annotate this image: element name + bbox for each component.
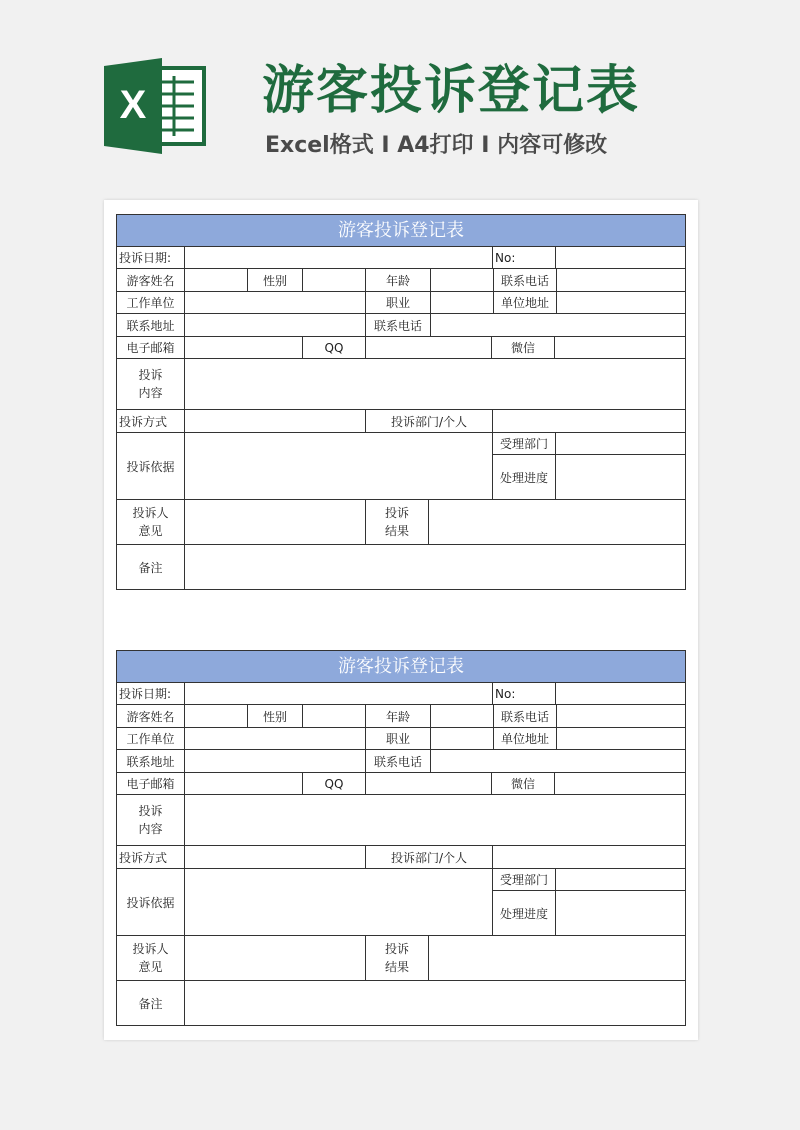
header [0,0,800,200]
job-field[interactable] [431,728,494,749]
age-field[interactable] [431,705,494,727]
form-row-address [117,314,685,337]
date-field[interactable] [185,247,493,268]
phone-label: 联系电话 [494,705,557,727]
date-label: 投诉日期: [117,683,185,704]
wechat-field[interactable] [555,337,682,358]
form-row-name [117,269,685,292]
age-label: 年龄 [366,705,431,727]
progress-label: 处理进度 [493,455,556,499]
gender-field[interactable] [303,269,366,291]
page-title: 游客投诉登记表 [262,61,641,121]
no-label: No: [493,683,556,704]
age-field[interactable] [431,269,494,291]
note-label: 备注 [117,981,185,1025]
email-field[interactable] [185,773,303,794]
opinion-label: 投诉人 意见 [117,936,185,980]
accept-field[interactable] [556,869,683,890]
form-row-address [117,750,685,773]
date-field[interactable] [185,683,493,704]
method-label: 投诉方式 [117,410,185,432]
name-field[interactable] [185,269,248,291]
form-row-content [117,359,685,410]
work-addr-field[interactable] [557,292,684,313]
result-label: 投诉 结果 [366,936,429,980]
method-field[interactable] [185,846,366,868]
work-addr-field[interactable] [557,728,684,749]
address-field[interactable] [185,750,366,772]
basis-field[interactable] [185,433,493,499]
form-row-method [117,846,685,869]
phone-field[interactable] [557,269,684,291]
work-addr-label: 单位地址 [494,292,557,313]
no-field[interactable] [556,247,683,268]
no-label: No: [493,247,556,268]
accept-label: 受理部门 [493,869,556,890]
name-label: 游客姓名 [117,269,185,291]
content-label: 投诉 内容 [117,359,185,409]
no-field[interactable] [556,683,683,704]
age-label: 年龄 [366,269,431,291]
basis-field[interactable] [185,869,493,935]
qq-label: QQ [303,773,366,794]
form-row-date [117,683,685,705]
gender-label: 性别 [248,269,303,291]
excel-icon [104,58,208,154]
form-row-name [117,705,685,728]
method-label: 投诉方式 [117,846,185,868]
method-field[interactable] [185,410,366,432]
email-label: 电子邮箱 [117,773,185,794]
phone-field[interactable] [557,705,684,727]
form-row-work [117,728,685,750]
progress-field[interactable] [556,891,683,935]
gender-label: 性别 [248,705,303,727]
qq-label: QQ [303,337,366,358]
form-title: 游客投诉登记表 [117,651,685,683]
content-label: 投诉 内容 [117,795,185,845]
qq-field[interactable] [366,773,492,794]
form-row-opinion [117,500,685,545]
page-subtitle: Excel格式 I A4打印 I 内容可修改 [265,133,608,158]
result-field[interactable] [429,936,683,980]
form-row-note [117,981,685,1025]
form-row-content [117,795,685,846]
job-field[interactable] [431,292,494,313]
basis-label: 投诉依据 [117,869,185,935]
work-label: 工作单位 [117,292,185,313]
accept-label: 受理部门 [493,433,556,454]
work-addr-label: 单位地址 [494,728,557,749]
wechat-label: 微信 [492,773,555,794]
content-field[interactable] [185,795,685,845]
complaint-form-2 [116,650,686,1026]
form-row-date [117,247,685,269]
form-row-opinion [117,936,685,981]
note-field[interactable] [185,981,685,1025]
work-field[interactable] [185,728,366,749]
wechat-label: 微信 [492,337,555,358]
job-label: 职业 [366,292,431,313]
form-row-email [117,337,685,359]
dept-field[interactable] [493,410,684,432]
work-label: 工作单位 [117,728,185,749]
phone-label: 联系电话 [494,269,557,291]
note-field[interactable] [185,545,685,589]
progress-field[interactable] [556,455,683,499]
accept-field[interactable] [556,433,683,454]
gender-field[interactable] [303,705,366,727]
dept-label: 投诉部门/个人 [366,410,493,432]
content-field[interactable] [185,359,685,409]
job-label: 职业 [366,728,431,749]
opinion-label: 投诉人 意见 [117,500,185,544]
address-label: 联系地址 [117,314,185,336]
opinion-field[interactable] [185,500,366,544]
phone2-label: 联系电话 [366,750,431,772]
dept-field[interactable] [493,846,684,868]
basis-label: 投诉依据 [117,433,185,499]
work-field[interactable] [185,292,366,313]
phone2-label: 联系电话 [366,314,431,336]
wechat-field[interactable] [555,773,682,794]
note-label: 备注 [117,545,185,589]
form-row-basis [117,869,685,936]
email-label: 电子邮箱 [117,337,185,358]
address-field[interactable] [185,314,366,336]
form-row-basis [117,433,685,500]
name-label: 游客姓名 [117,705,185,727]
result-field[interactable] [429,500,683,544]
form-title: 游客投诉登记表 [117,215,685,247]
form-row-note [117,545,685,589]
email-field[interactable] [185,337,303,358]
qq-field[interactable] [366,337,492,358]
form-row-method [117,410,685,433]
complaint-form-1 [116,214,686,590]
paper-sheet [104,200,698,1040]
opinion-field[interactable] [185,936,366,980]
date-label: 投诉日期: [117,247,185,268]
address-label: 联系地址 [117,750,185,772]
dept-label: 投诉部门/个人 [366,846,493,868]
phone2-field[interactable] [431,750,685,772]
name-field[interactable] [185,705,248,727]
form-row-work [117,292,685,314]
phone2-field[interactable] [431,314,685,336]
result-label: 投诉 结果 [366,500,429,544]
svg-text:X: X [119,83,147,127]
progress-label: 处理进度 [493,891,556,935]
form-row-email [117,773,685,795]
